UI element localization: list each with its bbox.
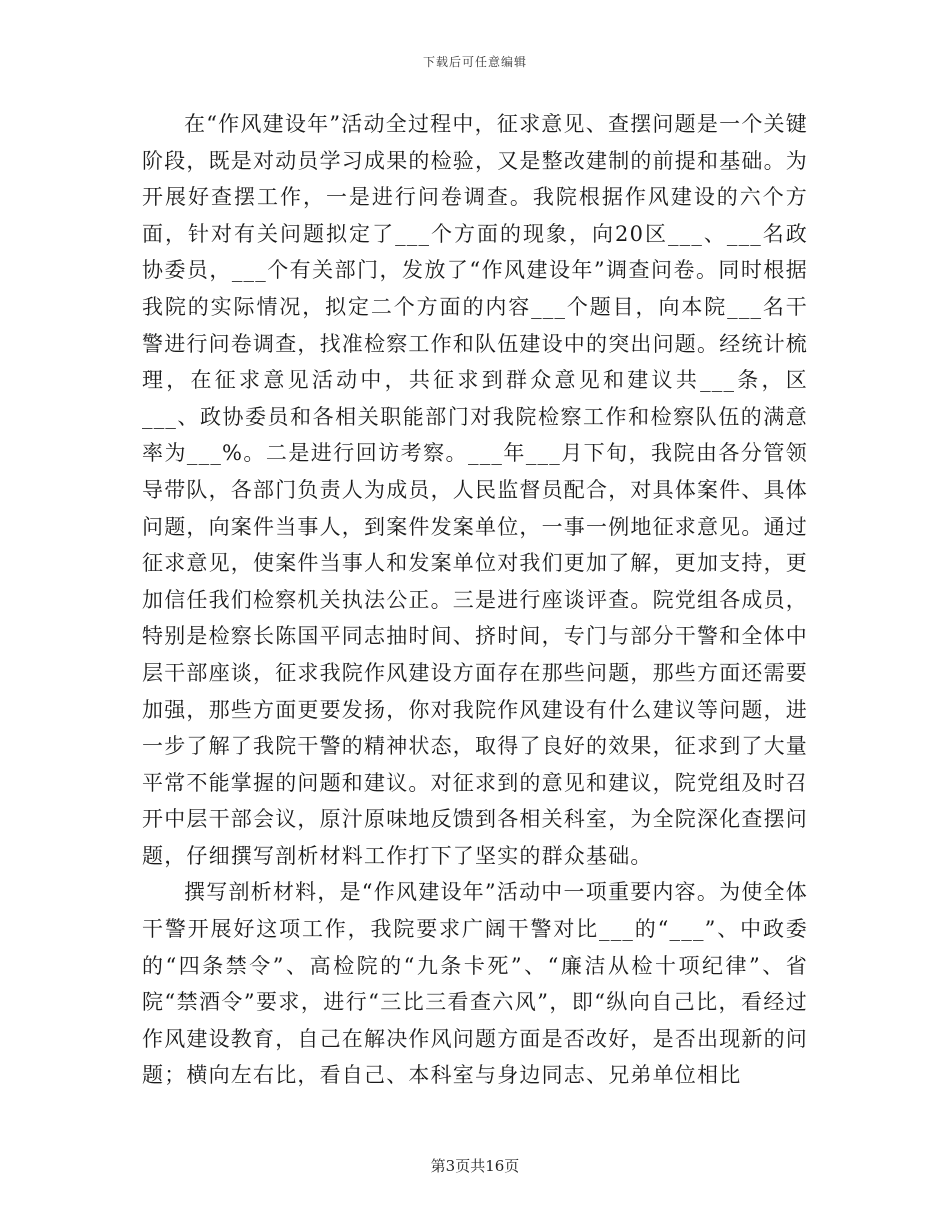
body-paragraph-1: 在“作风建设年”活动全过程中，征求意见、查摆问题是一个关键阶段，既是对动员学习成果的检验，又是整改建制的前提和基础。为开展好查摆工作，一是进行问卷调查。我院根据作风建设的六个方面，针对有关问题拟定了___个方面的现象，向20区___、___名政协委员，___个有关部门，发放了“作风建设年”调查问卷。同时根据我院的实际情况，拟定二个方面的内容___个题目，向本院___名干警进行问卷调查，找准检察工作和队伍建设中的突出问题。经统计梳理，在征求意见活动中，共征求到群众意见和建议共___条，区___、政协委员和各相关职能部门对我院检察工作和检察队伍的满意率为___%。二是进行回访考察。___年___月下旬，我院由各分管领导带队，各部门负责人为成员，人民监督员配合，对具体案件、具体问题，向案件当事人，到案件发案单位，一事一例地征求意见。通过征求意见，使案件当事人和发案单位对我们更加了解，更加支持，更加信任我们检察机关执法公正。三是进行座谈评查。院党组各成员，特别是检察长陈国平同志抽时间、挤时间，专门与部分干警和全体中层干部座谈，征求我院作风建设方面存在那些问题，那些方面还需要加强，那些方面更要发扬，你对我院作风建设有什么建议等问题，进一步了解了我院干警的精神状态，取得了良好的效果，征求到了大量平常不能掌握的问题和建议。对征求到的意见和建议，院党组及时召开中层干部会议，原汁原味地反馈到各相关科室，为全院深化查摆问题，仔细撰写剖析材料工作打下了坚实的群众基础。 xyxy=(142,112,808,868)
document-body xyxy=(142,106,808,1094)
page-header-note: 下载后可任意编辑 xyxy=(422,55,527,69)
page-number-footer: 第3页共16页 xyxy=(430,1157,520,1175)
body-paragraph-2: 撰写剖析材料，是“作风建设年”活动中一项重要内容。为使全体干警开展好这项工作，我院要求广阔干警对比___的“___”、中政委的“四条禁令”、高检院的“九条卡死”、“廉洁从检十项纪律”、省院“禁酒令”要求，进行“三比三看查六风”，即“纵向自己比，看经过作风建设教育，自己在解决作风问题方面是否改好，是否出现新的问题；横向左右比，看自己、本科室与身边同志、兄弟单位相比 xyxy=(142,880,808,1088)
